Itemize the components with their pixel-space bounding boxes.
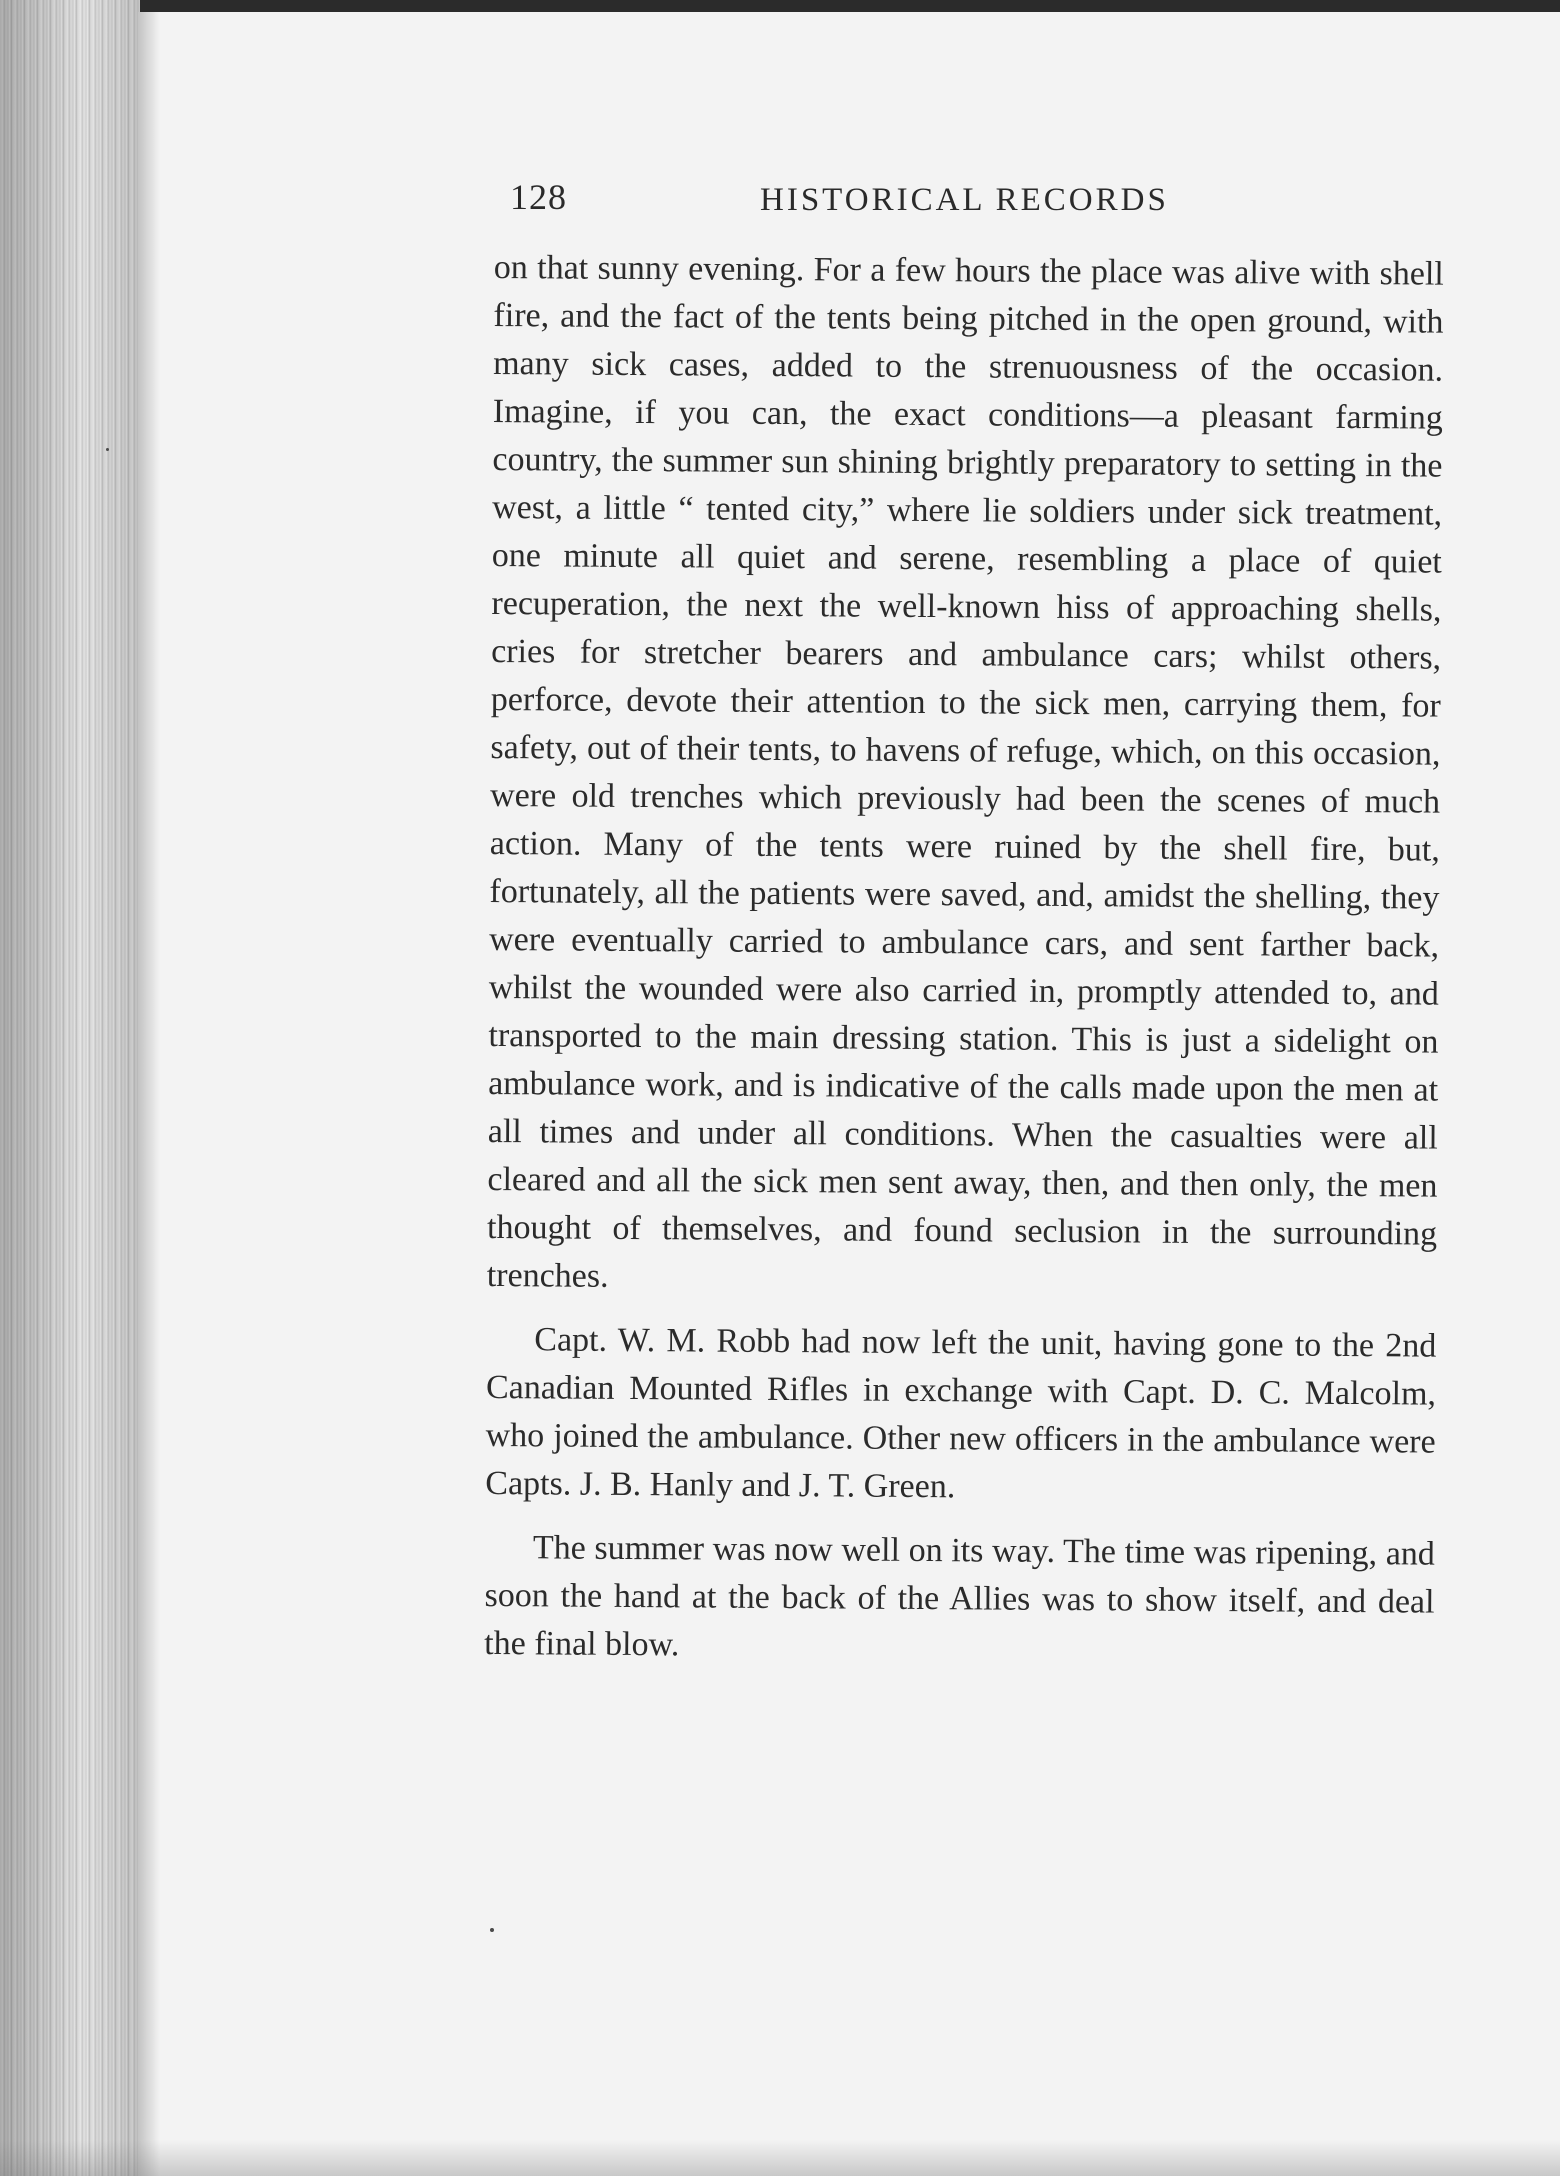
paragraph-3: The summer was now well on its way. The time was ripening, and soon the hand at the back of the Allies was to show itself, and deal the final blow. — [484, 1529, 1436, 1664]
page-number: 128 — [510, 177, 567, 217]
paragraph-2: Capt. W. M. Robb had now left the unit, having gone to the 2nd Canadian Mounted Rifles in exchange with Capt. D. C. Malcolm, who joined the ambulance. Other new officers in the ambulance were Capts. J. B. Hanly and J. T. Green. — [485, 1321, 1437, 1506]
body-text — [484, 244, 1444, 1691]
running-title: HISTORICAL RECORDS — [760, 182, 1169, 218]
ink-speck — [106, 448, 109, 451]
page-bottom-shadow — [0, 2140, 1560, 2176]
book-page-edges — [0, 0, 140, 2176]
ink-speck — [490, 1928, 494, 1932]
paragraph-1: on that sunny evening. For a few hours the place was alive with shell fire, and the fact of the tents being pitched in the open ground, with many sick cases, added to the strenuousness of the occasion. Imagine, if you can, the exact conditions—a pleasant farming country, the summer sun shining brightly preparatory to setting in the west, a little “ tented city,” where lie soldiers under sick treatment, one minute all quiet and serene, resembling a place of quiet recuperation, the next the well-known hiss of approaching shells, cries for stretcher bearers and ambulance cars; whilst others, perforce, devote their attention to the sick men, carrying them, for safety, out of their tents, to havens of refuge, which, on this occasion, were old trenches which previously had been the scenes of much action. Many of the tents were ruined by the shell fire, but, fortunately, all the patients were saved, and, amidst the shelling, they were eventually carried to ambulance cars, and sent farther back, whilst the wounded were also carried in, promptly attended to, and transported to the main dressing station. This is just a sidelight on ambulance work, and is indicative of the calls made upon the men at all times and under all conditions. When the casualties were all cleared and all the sick men sent away, then, and then only, the men thought of themselves, and found seclusion in the surrounding trenches. — [486, 248, 1444, 1295]
gutter-shadow — [138, 12, 160, 2176]
running-head — [510, 170, 1210, 230]
